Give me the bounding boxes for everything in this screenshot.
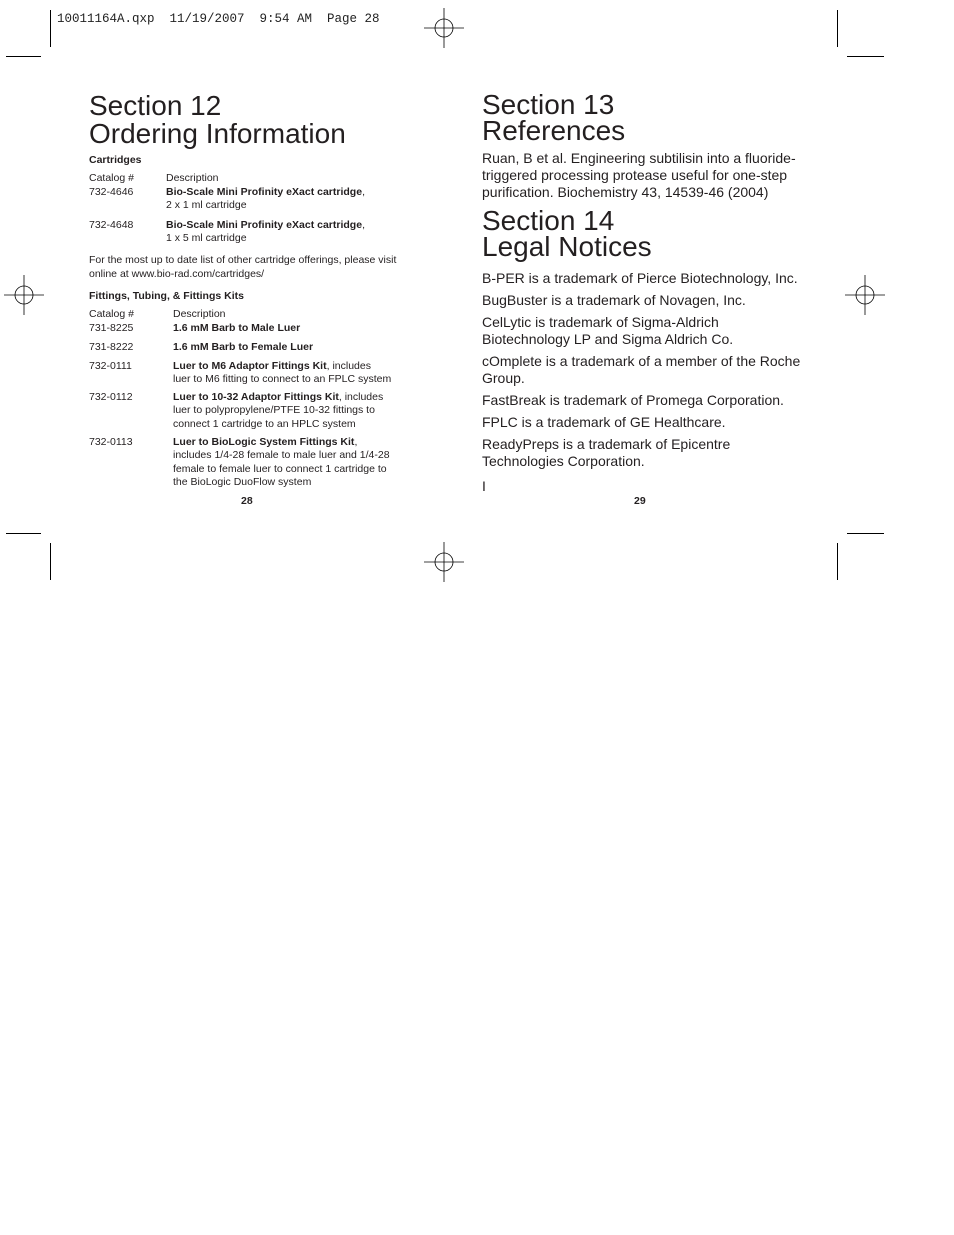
text-cursor-mark: I (482, 478, 486, 494)
fitting-description (173, 360, 413, 387)
product-detail-line: luer to polypropylene/PTFE 10-32 fittings to (173, 404, 375, 417)
product-name: Luer to M6 Adaptor Fittings Kit (173, 360, 327, 372)
section-12-title-line2: Ordering Information (89, 118, 346, 149)
legal-notice (482, 353, 812, 387)
section-12-title-line1: Section 12 (89, 90, 222, 121)
catalog-number: 732-0113 (89, 436, 133, 448)
product-detail-line: the BioLogic DuoFlow system (173, 476, 312, 489)
section-14-title-line2: Legal Notices (482, 231, 652, 262)
legal-notice (482, 414, 812, 431)
catalog-number: 732-4646 (89, 186, 134, 198)
left-page (89, 92, 429, 522)
legal-notice-line: Technologies Corporation. (482, 453, 645, 469)
product-name: Luer to BioLogic System Fittings Kit (173, 436, 355, 448)
product-suffix: , includes (338, 391, 384, 403)
section-14-title (482, 205, 652, 262)
section-13-title-line1: Section 13 (482, 89, 615, 120)
registration-mark-right (845, 275, 885, 315)
product-name: Bio-Scale Mini Profinity eXact cartridge (166, 219, 363, 231)
legal-notice (482, 292, 812, 309)
fitting-description (173, 391, 413, 431)
cartridge-description (166, 186, 365, 213)
cartridges-heading: Cartridges (89, 154, 142, 166)
reference-line: purification. Biochemistry 43, 14539-46 (2004) (482, 184, 769, 200)
legal-notice-line: ReadyPreps is a trademark of Epicentre (482, 436, 731, 452)
section-14-title-line1: Section 14 (482, 205, 615, 236)
page-number-left: 28 (241, 495, 253, 507)
legal-notice-line: FPLC is a trademark of GE Healthcare. (482, 414, 726, 430)
product-detail-line: connect 1 cartridge to an HPLC system (173, 417, 356, 430)
product-detail-line: female to female luer to connect 1 cartridge to (173, 462, 387, 475)
fitting-description (173, 436, 413, 490)
legal-notice-line: Group. (482, 370, 525, 386)
right-page (482, 89, 812, 502)
product-suffix: , (362, 219, 365, 231)
fittings-col-description: Description (173, 308, 226, 320)
product-name: 1.6 mM Barb to Female Luer (173, 341, 314, 353)
cartridges-note (89, 254, 419, 281)
cartridge-description (166, 219, 365, 246)
legal-notice-line: CelLytic is trademark of Sigma-Aldrich (482, 314, 719, 330)
catalog-number: 731-8222 (89, 341, 134, 353)
product-name: 1.6 mM Barb to Male Luer (173, 322, 301, 334)
legal-notice-line: B-PER is a trademark of Pierce Biotechnology, Inc. (482, 270, 798, 286)
catalog-number: 732-0112 (89, 391, 133, 403)
legal-notice-line: cOmplete is a trademark of a member of the Roche (482, 353, 801, 369)
fittings-heading: Fittings, Tubing, & Fittings Kits (89, 290, 244, 302)
section-13-title-line2: References (482, 115, 626, 146)
legal-notice-line: Biotechnology LP and Sigma Aldrich Co. (482, 331, 734, 347)
legal-notice (482, 392, 812, 409)
registration-mark-top (424, 8, 464, 48)
product-detail: 2 x 1 ml cartridge (166, 199, 247, 212)
legal-notice (482, 314, 812, 348)
product-name: Bio-Scale Mini Profinity eXact cartridge (166, 186, 363, 198)
product-detail: 1 x 5 ml cartridge (166, 232, 247, 245)
catalog-number: 732-0111 (89, 360, 132, 372)
cartridges-note-line1: For the most up to date list of other cartridge offerings, please visit (89, 254, 397, 266)
registration-mark-bottom (424, 542, 464, 582)
catalog-number: 732-4648 (89, 219, 134, 231)
fitting-description (173, 341, 313, 354)
legal-notice (482, 270, 812, 287)
fittings-col-catalog: Catalog # (89, 308, 134, 320)
section-13-title (482, 89, 626, 146)
product-suffix: , includes (326, 360, 371, 372)
reference-line: Ruan, B et al. Engineering subtilisin into a fluoride- (482, 150, 796, 166)
registration-mark-left (4, 275, 44, 315)
section-12-title (89, 92, 346, 148)
legal-notice-line: FastBreak is trademark of Promega Corporation. (482, 392, 784, 408)
legal-notices-list (482, 270, 812, 500)
page-number-right: 29 (634, 495, 646, 507)
fitting-description (173, 322, 300, 335)
legal-notice-line: BugBuster is a trademark of Novagen, Inc. (482, 292, 746, 308)
product-detail-line: includes 1/4-28 female to male luer and 1/4-28 (173, 449, 390, 462)
catalog-number: 731-8225 (89, 322, 134, 334)
slug-line: 10011164A.qxp 11/19/2007 9:54 AM Page 28 (57, 12, 380, 26)
cartridges-col-catalog: Catalog # (89, 172, 134, 184)
cartridges-note-line2: online at www.bio-rad.com/cartridges/ (89, 267, 265, 280)
legal-notice (482, 436, 812, 470)
product-suffix: , (354, 436, 358, 448)
cartridges-col-description: Description (166, 172, 219, 184)
reference-citation (482, 150, 812, 201)
reference-line: triggered processing protease useful for one-step (482, 167, 788, 183)
product-detail-line: luer to M6 fitting to connect to an FPLC system (173, 373, 392, 386)
product-name: Luer to 10-32 Adaptor Fittings Kit (173, 391, 339, 403)
product-suffix: , (362, 186, 365, 198)
